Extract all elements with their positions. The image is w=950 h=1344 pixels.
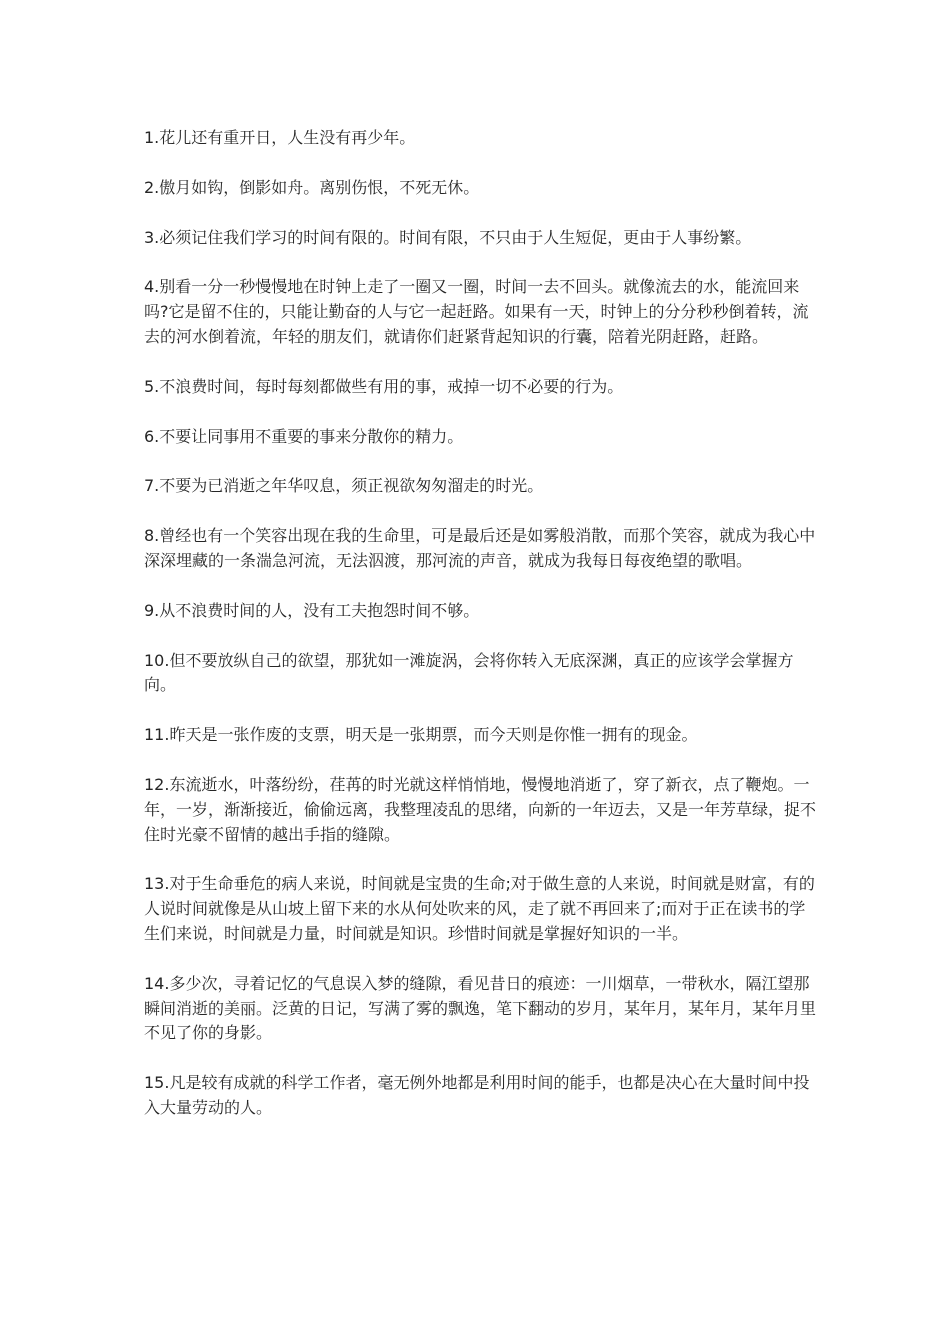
paragraph-12: 12.东流逝水，叶落纷纷，荏苒的时光就这样悄悄地，慢慢地消逝了，穿了新衣，点了鞭炮。一年，一岁，渐渐接近，偷偷远离，我整理凌乱的思绪，向新的一年迈去，又是一年芳草绿，捉不住时光豪不留情的越出手指的缝隙。 bbox=[144, 774, 817, 844]
paragraph-11: 11.昨天是一张作废的支票，明天是一张期票，而今天则是你惟一拥有的现金。 bbox=[144, 725, 698, 745]
paragraph-2: 2.傲月如钩，倒影如舟。离别伤恨，不死无休。 bbox=[144, 177, 480, 197]
document-body bbox=[144, 126, 816, 1146]
paragraph-7: 7.不要为已消逝之年华叹息，须正视欲匆匆溜走的时光。 bbox=[144, 476, 544, 496]
paragraph-4: 4.别看一分一秒慢慢地在时钟上走了一圈又一圈，时间一去不回头。就像流去的水，能流回来吗?它是留不住的，只能让勤奋的人与它一起赶路。如果有一天，时钟上的分分秒秒倒着转，流去的河水倒着流，年轻的朋友们，就请你们赶紧背起知识的行囊，陪着光阴赶路，赶路。 bbox=[144, 277, 809, 346]
paragraph-15: 15.凡是较有成就的科学工作者，毫无例外地都是利用时间的能手，也都是决心在大量时间中投入大量劳动的人。 bbox=[144, 1073, 810, 1117]
paragraph-8: 8.曾经也有一个笑容出现在我的生命里，可是最后还是如雾般消散，而那个笑容，就成为我心中深深埋藏的一条湍急河流，无法泅渡，那河流的声音，就成为我每日每夜绝望的歌唱。 bbox=[144, 526, 816, 570]
paragraph-10: 10.但不要放纵自己的欲望，那犹如一滩旋涡，会将你转入无底深渊，真正的应该学会掌握方向。 bbox=[144, 650, 794, 695]
paragraph-9: 9.从不浪费时间的人，没有工夫抱怨时间不够。 bbox=[144, 600, 480, 620]
paragraph-14: 14.多少次，寻着记忆的气息误入梦的缝隙，看见昔日的痕迹：一川烟草，一带秋水，隔江望那瞬间消逝的美丽。泛黄的日记，写满了雾的飘逸，笔下翻动的岁月，某年月，某年月，某年月里不见了你的身影。 bbox=[144, 973, 817, 1043]
paragraph-3: 3.必须记住我们学习的时间有限的。时间有限，不只由于人生短促，更由于人事纷繁。 bbox=[144, 227, 752, 247]
paragraph-1: 1.花儿还有重开日，人生没有再少年。 bbox=[144, 128, 416, 147]
paragraph-13: 13.对于生命垂危的病人来说，时间就是宝贵的生命;对于做生意的人来说，时间就是财富，有的人说时间就像是从山坡上留下来的水从何处吹来的风，走了就不再回来了;而对于正在读书的学生们来说，时间就是力量，时间就是知识。珍惜时间就是掌握好知识的一半。 bbox=[144, 874, 815, 943]
paragraph-5: 5.不浪费时间，每时每刻都做些有用的事，戒掉一切不必要的行为。 bbox=[144, 376, 624, 396]
paragraph-6: 6.不要让同事用不重要的事来分散你的精力。 bbox=[144, 426, 464, 446]
